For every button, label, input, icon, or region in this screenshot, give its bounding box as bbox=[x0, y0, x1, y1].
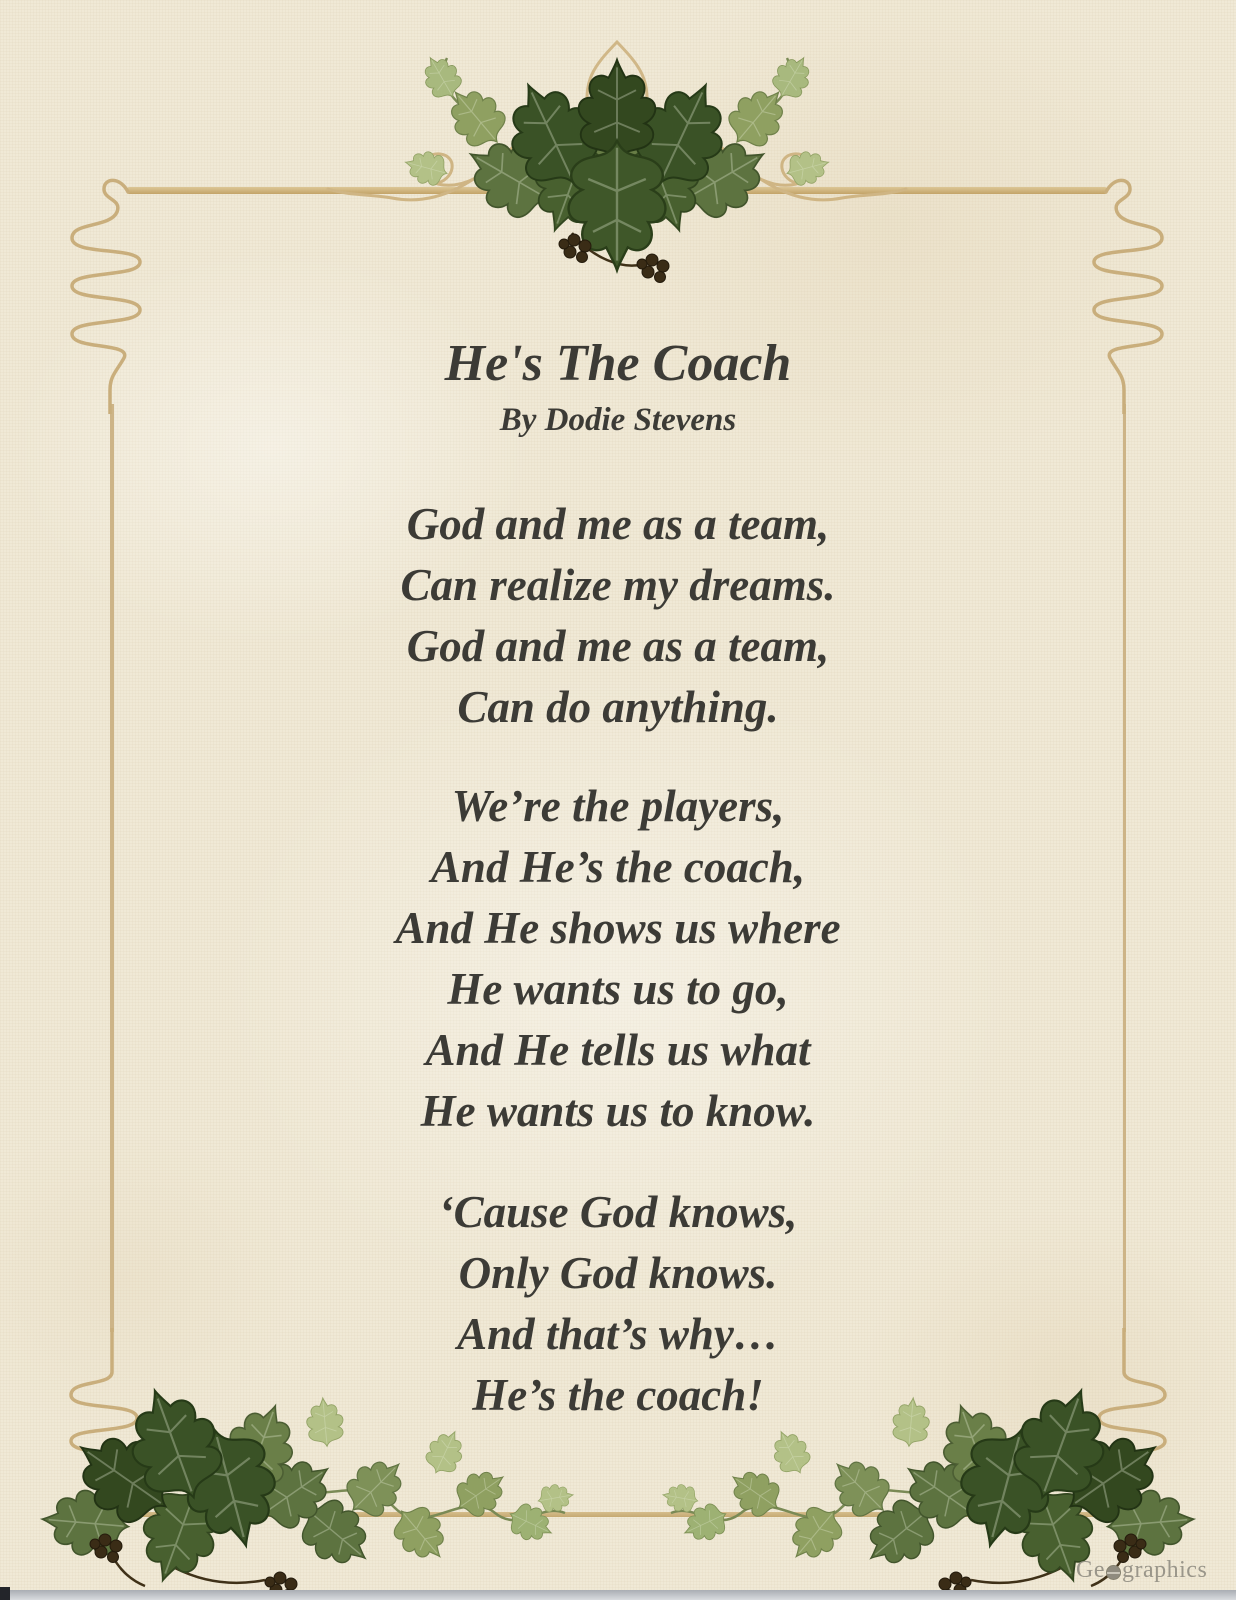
poem-line: ‘Cause God knows, bbox=[438, 1187, 798, 1237]
ivy-ornament-icon bbox=[322, 18, 912, 298]
poem-line: And He’s the coach, bbox=[430, 842, 806, 892]
poem-line: He’s the coach! bbox=[472, 1370, 764, 1420]
poem-stanza bbox=[0, 1182, 1236, 1426]
globe-icon bbox=[1106, 1565, 1121, 1580]
poem-byline: By Dodie Stevens bbox=[499, 402, 737, 438]
scan-edge-shadow bbox=[0, 1590, 1236, 1600]
poem-line: And He tells us what bbox=[425, 1025, 811, 1075]
poem-line: God and me as a team, bbox=[406, 499, 830, 549]
poem-stanza bbox=[0, 776, 1236, 1142]
poem-title: He's The Coach bbox=[444, 335, 792, 392]
poem-line: God and me as a team, bbox=[406, 621, 830, 671]
watermark-text-suffix: graphics bbox=[1121, 1557, 1208, 1583]
poem-stanza bbox=[0, 494, 1236, 738]
poem-line: Only God knows. bbox=[458, 1248, 778, 1298]
poem-line: He wants us to know. bbox=[420, 1086, 816, 1136]
poem-line: And He shows us where bbox=[395, 903, 841, 953]
poem-line: Can do anything. bbox=[457, 682, 779, 732]
poem-line: And that’s why… bbox=[457, 1309, 779, 1359]
poem-line: He wants us to go, bbox=[447, 964, 789, 1014]
poem-line: Can realize my dreams. bbox=[400, 560, 836, 610]
watermark-text-prefix: Ge bbox=[1076, 1557, 1105, 1583]
poem-line: We’re the players, bbox=[451, 781, 785, 831]
publisher-watermark bbox=[1076, 1557, 1207, 1584]
scan-corner-mark bbox=[0, 1587, 10, 1600]
